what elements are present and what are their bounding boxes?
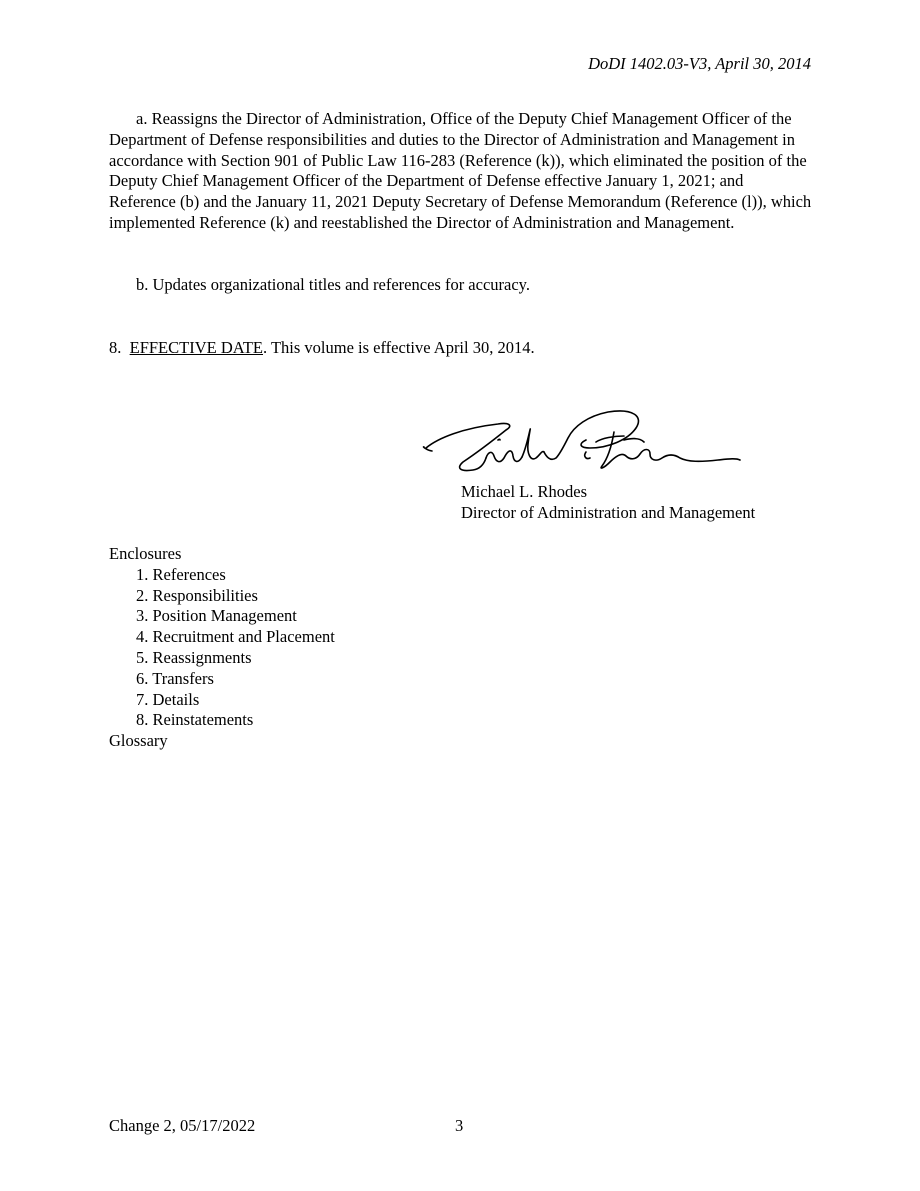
footer-change: Change 2, 05/17/2022	[109, 1116, 256, 1135]
enclosure-item: 3. Position Management	[136, 606, 297, 626]
paragraph-b: b. Updates organizational titles and references for accuracy.	[136, 275, 530, 294]
enclosures-section	[109, 544, 335, 752]
enclosure-item: 8. Reinstatements	[136, 710, 254, 730]
signer-name: Michael L. Rhodes	[461, 482, 588, 501]
enclosure-item: 4. Recruitment and Placement	[136, 627, 335, 647]
enclosure-item: 2. Responsibilities	[136, 585, 258, 605]
handwritten-signature	[418, 400, 748, 485]
enclosure-item: 5. Reassignments	[136, 647, 252, 667]
enclosures-heading: Enclosures	[109, 544, 182, 563]
enclosure-item: 6. Transfers	[136, 668, 214, 688]
section-number: 8.	[109, 338, 122, 357]
footer-page-number: 3	[455, 1116, 464, 1135]
effective-date-section	[109, 338, 814, 359]
paragraph-a: a. Reassigns the Director of Administration, Office of the Deputy Chief Management Officer of the Department of Defense responsibilities and duties to the Director of Administration and Management in accordance with Section 901 of Public Law 116-283 (Reference (k)), which eliminated the position of the Deputy Chief Management Officer of the Department of Defense effective January 1, 2021; and Reference (b) and the January 11, 2021 Deputy Secretary of Defense Memorandum (Reference (l)), which implemented Reference (k) and reestablished the Director of Administration and Management.	[109, 109, 812, 232]
document-header: DoDI 1402.03-V3, April 30, 2014	[588, 54, 811, 73]
enclosure-item: 1. References	[136, 564, 226, 584]
signer-block	[461, 482, 755, 524]
glossary-label: Glossary	[109, 731, 168, 751]
signer-title: Director of Administration and Management	[461, 502, 756, 522]
enclosure-item: 7. Details	[136, 689, 200, 709]
section-heading: EFFECTIVE DATE	[129, 338, 263, 357]
effective-date-text: . This volume is effective April 30, 2014.	[263, 338, 535, 357]
enclosures-list	[109, 565, 335, 731]
